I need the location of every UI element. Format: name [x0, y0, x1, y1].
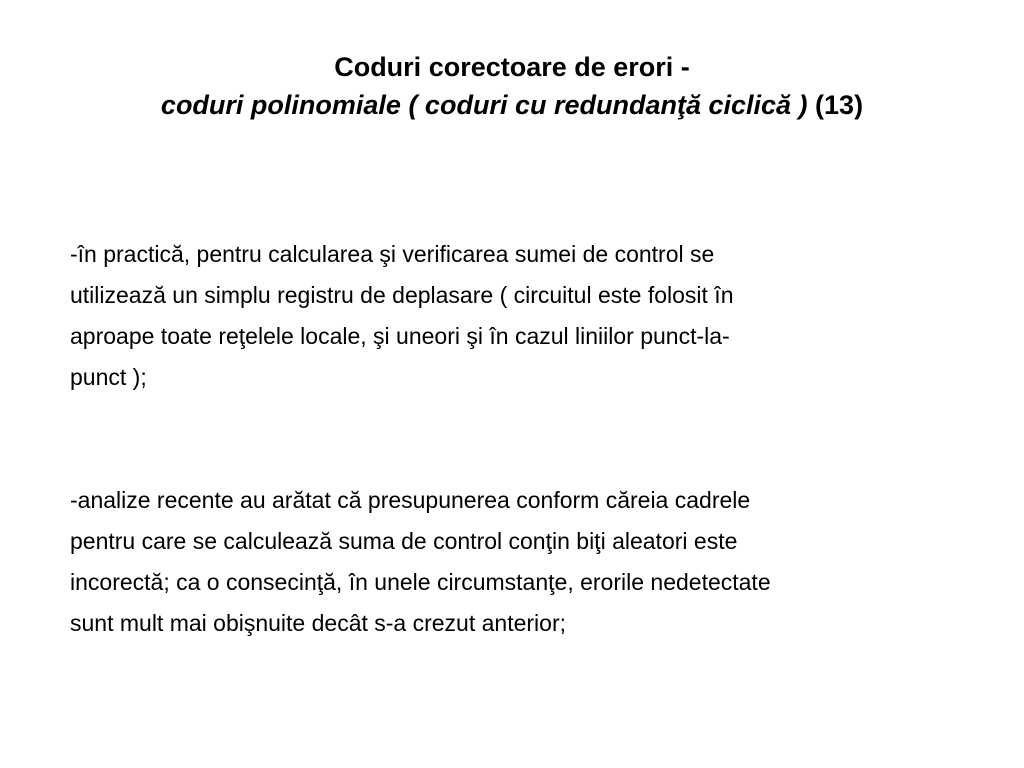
paragraph-line: -în practică, pentru calcularea şi verificarea sumei de control se [70, 241, 715, 267]
title-slide-number: (13) [815, 90, 864, 120]
paragraph-random-bits [70, 480, 970, 644]
paragraph-line: utilizează un simplu registru de deplasare ( circuitul este folosit în [70, 282, 734, 308]
paragraph-line: incorectă; ca o consecinţă, în unele circumstanţe, erorile nedetectate [70, 569, 771, 595]
paragraph-line: pentru care se calculează suma de control conţin biţi aleatori este [70, 528, 738, 554]
slide-title [40, 48, 984, 124]
paragraph-line: -analize recente au arătat că presupunerea conform căreia cadrele [70, 487, 751, 513]
title-line-2 [40, 86, 984, 124]
paragraph-line: sunt mult mai obişnuite decât s-a crezut anterior; [70, 610, 567, 636]
paragraph-line: aproape toate reţelele locale, şi uneori şi în cazul liniilor punct-la- [70, 323, 730, 349]
title-subtitle-italic: coduri polinomiale ( coduri cu redundanţă ciclică ) [160, 90, 808, 120]
paragraph-line: punct ); [70, 364, 147, 390]
paragraph-shift-register [70, 234, 970, 398]
title-line-1: Coduri corectoare de erori - [334, 52, 690, 82]
